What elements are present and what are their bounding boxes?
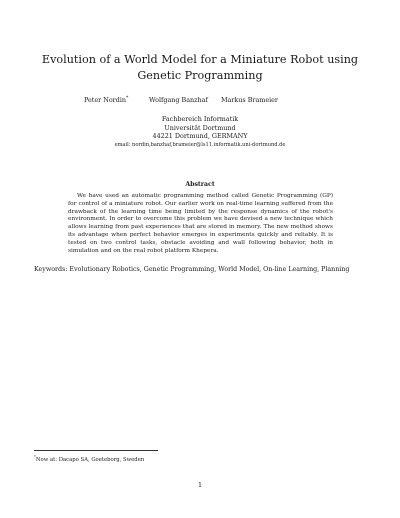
abstract-text: We have used an automatic programming method called Genetic Programming (GP) for control of a miniature robot. Our earlier work on real-time learning suffered from the drawback of the learning time being limited by the response dynamics of the robot's environment. In order to overcome this problem we have devised a new technique which allows learning from past experiences that are stored in memory. The new method shows its advantage when perfect behavior emerges in experiments quickly and reliably. It is tested on two control tasks, obstacle avoiding and wall following behavior, both in simulation and on the real robot platform Khepera. bbox=[68, 193, 333, 254]
affiliation-email: email: nordin,banzhaf,brameier@ls11.informatik.uni-dortmund.de bbox=[114, 141, 286, 148]
footnote-text: Now at: Dacapo SA, Goeteborg, Sweden bbox=[35, 456, 145, 463]
author-name: Peter Nordin bbox=[84, 96, 126, 105]
affiliation-university: Universität Dortmund bbox=[164, 123, 236, 132]
footnote bbox=[34, 453, 334, 464]
author-footnote-mark: * bbox=[125, 96, 129, 101]
affiliation-city: 44221 Dortmund, GERMANY bbox=[152, 132, 248, 141]
author-brameier bbox=[221, 96, 278, 104]
title-line-2: Genetic Programming bbox=[137, 68, 263, 82]
affiliation-department: Fachbereich Informatik bbox=[161, 115, 239, 123]
keywords: Keywords: Evolutionary Robotics, Genetic Programming, World Model, On-line Learning, Planning bbox=[34, 266, 350, 273]
author-name: Markus Brameier bbox=[221, 96, 278, 104]
page-number: 1 bbox=[197, 481, 203, 489]
affiliation-block bbox=[40, 115, 360, 149]
title-line-1: Evolution of a World Model for a Miniature Robot using bbox=[41, 53, 359, 66]
author-nordin bbox=[84, 96, 128, 104]
author-name: Wolfgang Banzhaf bbox=[149, 96, 208, 104]
paper-title bbox=[40, 52, 360, 83]
author-banzhaf bbox=[149, 96, 208, 104]
abstract-heading: Abstract bbox=[185, 181, 215, 188]
footnote-divider bbox=[34, 450, 158, 451]
author-list bbox=[0, 96, 400, 108]
footnote-mark: * bbox=[34, 454, 36, 459]
